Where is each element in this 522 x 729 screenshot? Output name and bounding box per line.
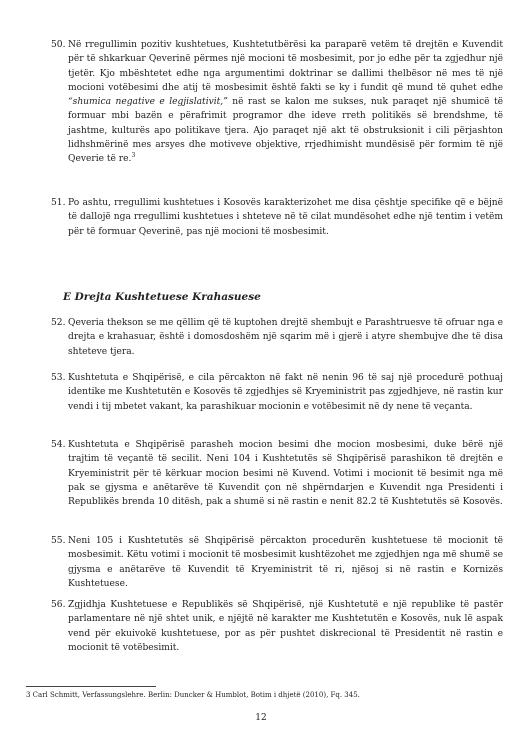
paragraph-53 xyxy=(51,371,503,414)
paragraph-text: Kushtetuta e Shqipërisë parasheh mocion besimi dhe mocion mosbesimi, duke bërë një trajtim të veçantë të secilit. Neni 104 i Kushtetutës së Shqipërisë parashikon të drejtën e Kryeministrit për të kërkuar mocion besimi në Kuvend. Votimi i mocionit të besimit nga më pak se gjysma e anëtarëve të Kuvendit çon në shpërndarjen e Kuvendit nga Presidenti i Republikës brenda 10 ditësh, pak a shumë si në rastin e nenit 82.2 të Kushtetutës së Kosovës. xyxy=(68,440,503,508)
italic-phrase: “shumica negative e legjislativit,” xyxy=(68,97,228,108)
paragraph-51 xyxy=(51,196,503,239)
paragraph-number: 52. xyxy=(51,318,66,328)
paragraph-55 xyxy=(51,534,503,591)
paragraph-number: 50. xyxy=(51,40,66,50)
paragraph-number: 51. xyxy=(51,198,66,208)
paragraph-number: 53. xyxy=(51,373,66,383)
paragraph-56 xyxy=(51,598,503,655)
page-number: 12 xyxy=(255,713,267,723)
footnote-divider xyxy=(26,686,156,687)
paragraph-text-part: në rast se kalon me sukses, nuk paraqet një shumicë të formuar mbi bazën e përafrimit programor dhe ideve rreth politikës së brendshme, të jashtme, kulturës apo politikave tjera. Ajo paraqet një akt të obstruksionit i cili përjashton lidhshmërinë mes arsyes dhe motiveve objektive, rrjedhimisht mundësisë për formim të një Qeverie të re. xyxy=(68,97,503,165)
paragraph-52 xyxy=(51,316,503,359)
paragraph-number: 54. xyxy=(51,440,66,450)
paragraph-text: Zgjidhja Kushtetuese e Republikës së Shqipërisë, një Kushtetutë e një republike të pastër parlamentare në një shtet unik, e njëjtë në karakter me Kushtetutën e Kosovës, nuk lë aspak vend për ekuivokë kushtetuese, por as për pushtet diskrecional të Presidentit në rastin e mocionit të votëbesimit. xyxy=(68,600,503,653)
paragraph-text: Kushtetuta e Shqipërisë, e cila përcakton në fakt në nenin 96 të saj një procedurë pothuaj identike me Kushtetutën e Kosovës të zgjedhjes së Kryeministrit pas zgjedhjeve, në rastin kur vendi i tij mbetet vakant, ka parashikuar mocionin e votëbesimit në dy nene të veçanta. xyxy=(68,373,503,412)
paragraph-text: Neni 105 i Kushtetutës së Shqipërisë përcakton procedurën kushtetuese të mocionit të mosbesimit. Këtu votimi i mocionit të mosbesimit kushtëzohet me zgjedhjen nga më shumë se gjysma e anëtarëve të Kuvendit të Kryeministrit të ri, njësoj si në rastin e Kornizës Kushtetuese. xyxy=(68,536,503,589)
paragraph-number: 55. xyxy=(51,536,66,546)
paragraph-54 xyxy=(51,438,503,509)
footnote: 3 Carl Schmitt, Verfassungslehre. Berlin: Duncker & Humblot, Botim i dhjetë (2010), Fq. 345. xyxy=(26,691,360,699)
footnote-marker: 3 xyxy=(131,152,136,160)
paragraph-number: 56. xyxy=(51,600,66,610)
section-heading: E Drejta Kushtetuese Krahasuese xyxy=(63,291,261,303)
paragraph-text xyxy=(51,38,503,167)
paragraph-text: Qeveria thekson se me qëllim që të kuptohen drejtë shembujt e Parashtruesve të ofruar nga e drejta e krahasuar, është i domosdoshëm një sqarim më i gjerë i atyre shembujve dhe të disa shteteve tjera. xyxy=(68,318,503,357)
paragraph-text-part: Në rregullimin pozitiv kushtetues, Kushtetutbërësi ka paraparë vetëm të drejtën e Kuvendit për të shkarkuar Qeverinë përmes një mocioni të mosbesimit, por jo edhe për ta zgjedhur një tjetër. Kjo mbështetet edhe nga argumentimi doktrinar se dallimi thelbësor në mes të një mocioni votëbesimi dhe atij të mosbesimit është fakti se ky i fundit që mund të quhet edhe xyxy=(68,40,503,93)
paragraph-text: Po ashtu, rregullimi kushtetues i Kosovës karakterizohet me disa çështje specifike që e bëjnë të dallojë nga rregullimi kushtetues i shteteve në të cilat mundësohet edhe një tentim i vetëm për të formuar Qeverinë, pas një mocioni të mosbesimit. xyxy=(68,198,503,237)
paragraph-50 xyxy=(51,38,503,167)
